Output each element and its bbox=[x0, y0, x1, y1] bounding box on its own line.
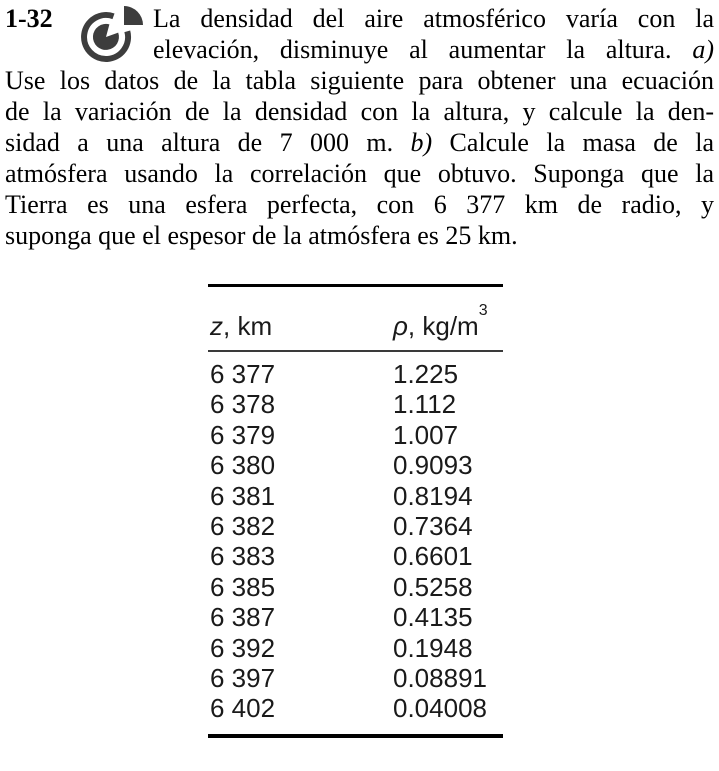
problem-line: suponga que el espesor de la atmósfera es 25 km. bbox=[5, 221, 518, 250]
table-row bbox=[210, 572, 503, 602]
cell-z: 6 380 bbox=[210, 450, 276, 481]
table-row bbox=[210, 450, 503, 480]
cell-rho: 1.112 bbox=[393, 389, 457, 420]
table-bottom-rule bbox=[208, 734, 503, 738]
cell-z: 6 392 bbox=[210, 632, 276, 663]
column-header-z: z, km bbox=[210, 311, 273, 341]
cell-rho: 1.007 bbox=[393, 419, 459, 450]
cell-rho: 0.4135 bbox=[393, 602, 473, 633]
density-data-table bbox=[208, 284, 503, 738]
cell-z: 6 378 bbox=[210, 389, 276, 420]
table-row bbox=[210, 389, 503, 419]
problem-line: elevación, disminuye al aumentar la altura. a) bbox=[153, 35, 714, 64]
problem-line: de la variación de la densidad con la altura, y calcule la den- bbox=[5, 97, 714, 126]
cell-rho: 0.5258 bbox=[393, 571, 473, 602]
cell-z: 6 383 bbox=[210, 541, 276, 572]
table-row bbox=[210, 602, 503, 632]
cell-rho: 0.04008 bbox=[393, 693, 487, 724]
table-row bbox=[210, 663, 503, 693]
table-row bbox=[210, 420, 503, 450]
problem-line: atmósfera usando la correlación que obtuvo. Suponga que la bbox=[5, 159, 714, 188]
cell-rho: 0.8194 bbox=[393, 480, 473, 511]
cell-rho: 0.7364 bbox=[393, 510, 473, 541]
problem-line: Use los datos de la tabla siguiente para obtener una ecuación bbox=[5, 66, 714, 95]
problem-line: Tierra es una esfera perfecta, con 6 377 km de radio, y bbox=[5, 190, 714, 219]
cell-z: 6 377 bbox=[210, 359, 276, 389]
table-row bbox=[210, 511, 503, 541]
table-row bbox=[210, 359, 503, 389]
problem-number: 1-32 bbox=[5, 4, 53, 33]
cell-z: 6 402 bbox=[210, 693, 276, 724]
table-body bbox=[208, 352, 503, 734]
column-header-rho: ρ, $kg/m^3$ bbox=[393, 302, 488, 341]
cell-z: 6 397 bbox=[210, 662, 276, 693]
table-row bbox=[210, 633, 503, 663]
cell-rho: 0.08891 bbox=[393, 662, 487, 693]
problem-line: sidad a una altura de 7 000 m. b) Calcule la masa de la bbox=[5, 128, 714, 157]
cell-rho: 0.9093 bbox=[393, 450, 473, 481]
problem-statement bbox=[0, 3, 719, 251]
cell-rho: 0.6601 bbox=[393, 541, 473, 572]
cell-z: 6 387 bbox=[210, 602, 276, 633]
table-row bbox=[210, 481, 503, 511]
table-row bbox=[210, 693, 503, 723]
cell-z: 6 382 bbox=[210, 510, 276, 541]
cell-rho: 0.1948 bbox=[393, 632, 473, 663]
cell-z: 6 381 bbox=[210, 480, 276, 511]
table-header-row bbox=[208, 287, 503, 350]
cell-rho: 1.225 bbox=[393, 359, 459, 389]
cell-z: 6 379 bbox=[210, 419, 276, 450]
table-row bbox=[210, 541, 503, 571]
problem-line: La densidad del aire atmosférico varía con la bbox=[153, 4, 714, 33]
cell-z: 6 385 bbox=[210, 571, 276, 602]
